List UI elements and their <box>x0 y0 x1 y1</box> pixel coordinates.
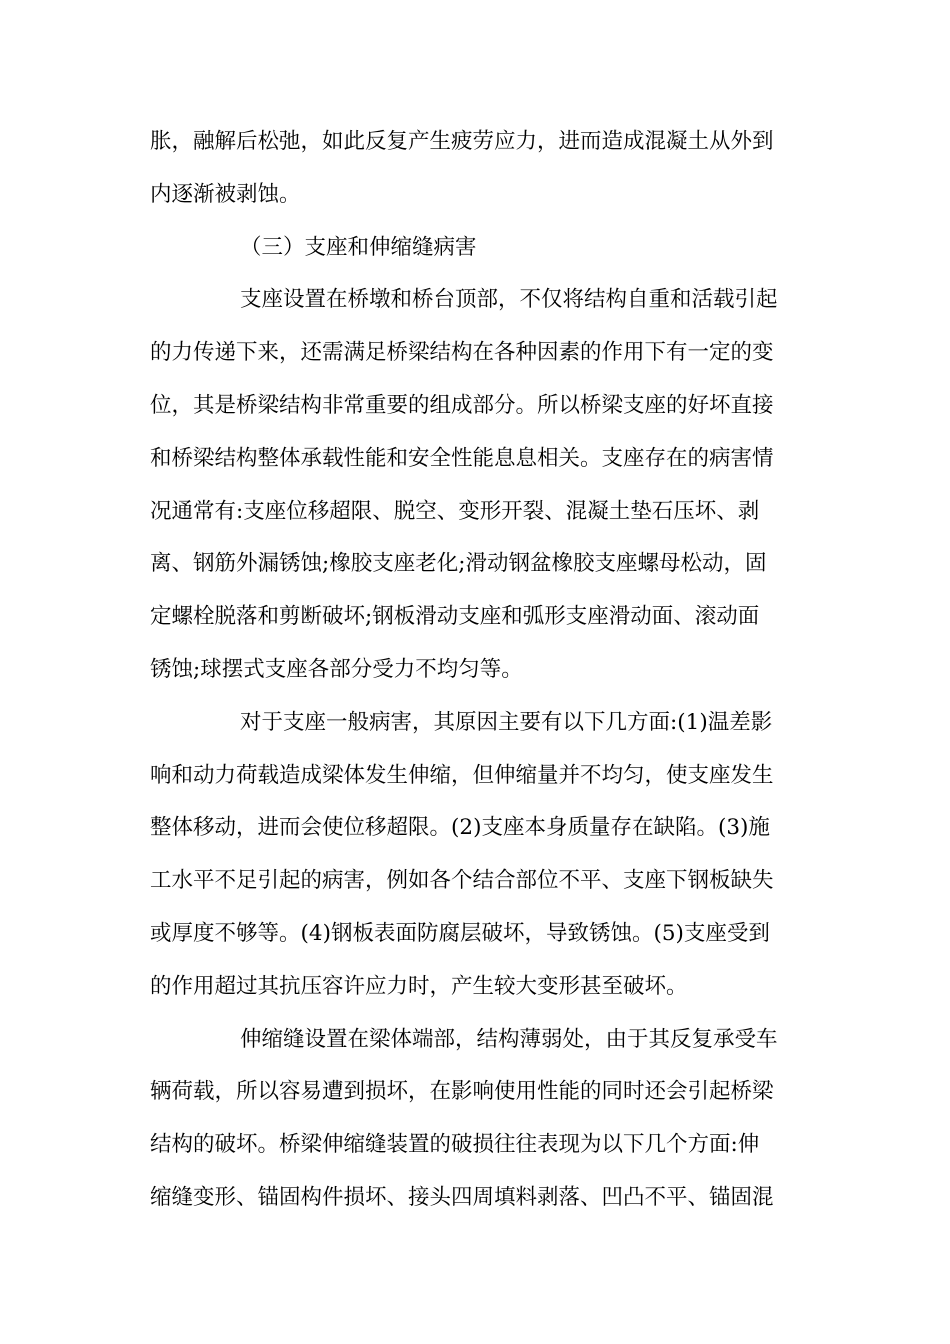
document-page <box>150 116 800 1225</box>
paragraph-first-line: 伸缩缝设置在梁体端部，结构薄弱处，由于其反复承受车 <box>240 1026 778 1052</box>
paragraph-line: 位，其是桥梁结构非常重要的组成部分。所以桥梁支座的好坏直接 <box>150 392 774 418</box>
paragraph-line: 胀，融解后松弛，如此反复产生疲劳应力，进而造成混凝土从外到 <box>150 129 774 154</box>
paragraph-line: 缩缝变形、锚固构件损坏、接头四周填料剥落、凹凸不平、锚固混 <box>150 1184 774 1210</box>
paragraph-line: 响和动力荷载造成梁体发生伸缩，但伸缩量并不均匀，使支座发生 <box>150 762 774 788</box>
paragraph-line: 锈蚀;球摆式支座各部分受力不均匀等。 <box>150 656 523 682</box>
paragraph-line: 的作用超过其抗压容许应力时，产生较大变形甚至破坏。 <box>150 973 688 999</box>
paragraph-line: 辆荷载，所以容易遭到损坏，在影响使用性能的同时还会引起桥梁 <box>150 1079 774 1105</box>
paragraph-line: 或厚度不够等。(4)钢板表面防腐层破坏，导致锈蚀。(5)支座受到 <box>150 920 770 946</box>
paragraph-line: 的力传递下来，还需满足桥梁结构在各种因素的作用下有一定的变 <box>150 340 774 366</box>
paragraph-line: 况通常有:支座位移超限、脱空、变形开裂、混凝土垫石压坏、剥 <box>150 498 760 524</box>
paragraph-line: 结构的破坏。桥梁伸缩缝装置的破损往往表现为以下几个方面:伸 <box>150 1132 760 1158</box>
paragraph-line: 定螺栓脱落和剪断破坏;钢板滑动支座和弧形支座滑动面、滚动面 <box>150 604 760 630</box>
paragraph-line: 和桥梁结构整体承载性能和安全性能息息相关。支座存在的病害情 <box>150 445 774 471</box>
paragraph-first-line: 对于支座一般病害，其原因主要有以下几方面:(1)温差影 <box>240 709 773 735</box>
paragraph-line: 离、钢筋外漏锈蚀;橡胶支座老化;滑动钢盆橡胶支座螺母松动，固 <box>150 551 767 577</box>
paragraph-line: 工水平不足引起的病害，例如各个结合部位不平、支座下钢板缺失 <box>150 868 774 894</box>
section-heading: （三）支座和伸缩缝病害 <box>240 234 477 260</box>
paragraph-line: 整体移动，进而会使位移超限。(2)支座本身质量存在缺陷。(3)施 <box>150 815 770 841</box>
paragraph-first-line: 支座设置在桥墩和桥台顶部，不仅将结构自重和活载引起 <box>240 287 778 313</box>
paragraph-line: 内逐渐被剥蚀。 <box>150 181 301 207</box>
